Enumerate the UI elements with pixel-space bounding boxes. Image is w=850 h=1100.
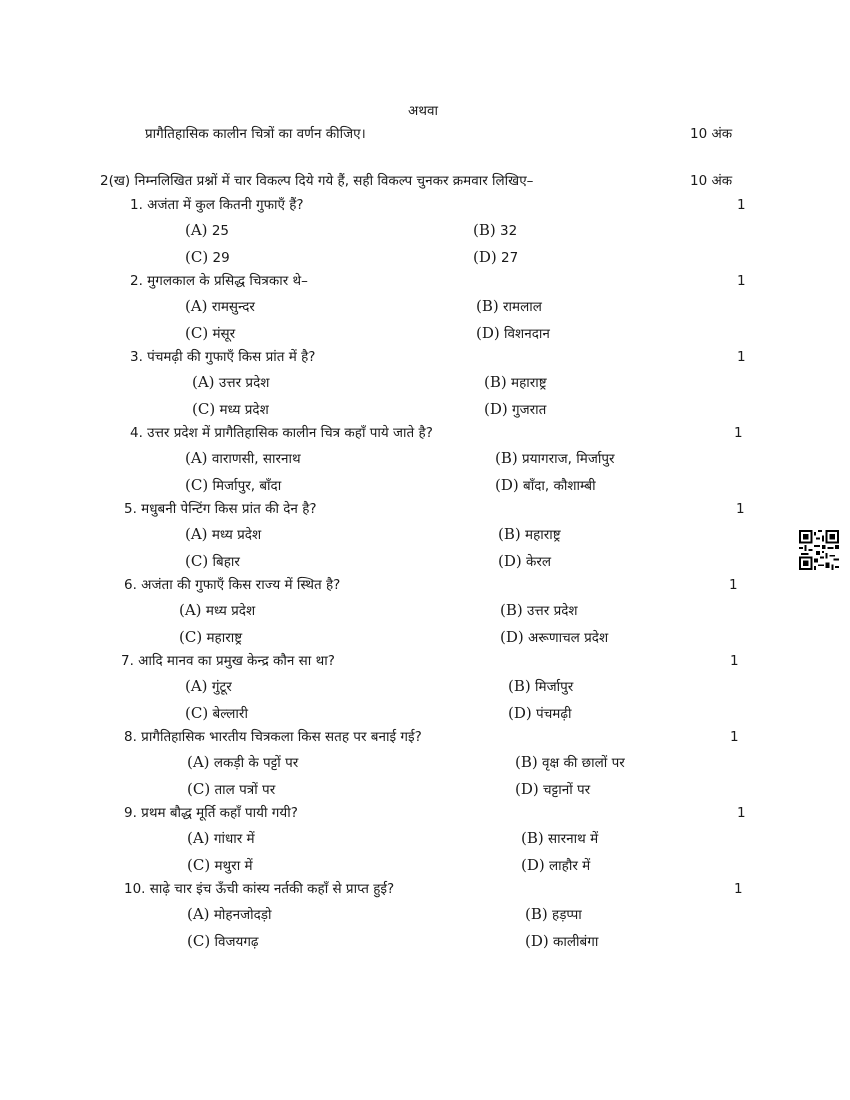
option-text: मिर्जापुर xyxy=(535,679,574,695)
option-d xyxy=(495,476,596,495)
option-text: 25 xyxy=(211,223,230,239)
option-text: ताल पत्रों पर xyxy=(214,782,276,798)
option-text: अरूणाचल प्रदेश xyxy=(528,630,609,646)
option-label: (B) xyxy=(495,449,518,467)
option-text: कालीबंगा xyxy=(553,934,599,950)
option-label: (B) xyxy=(484,373,507,391)
option-a xyxy=(185,677,232,696)
option-label: (A) xyxy=(185,449,208,467)
question-text: 5. मधुबनी पेन्टिंग किस प्रांत की देन है? xyxy=(124,501,317,517)
question-marks: 1 xyxy=(730,729,739,745)
option-label: (C) xyxy=(185,248,209,266)
option-text: बेल्लारी xyxy=(212,706,248,722)
option-text: रामसुन्दर xyxy=(211,299,255,315)
option-b xyxy=(484,373,547,392)
option-b xyxy=(525,905,582,924)
option-label: (D) xyxy=(476,324,500,342)
option-label: (C) xyxy=(185,324,209,342)
option-label: (D) xyxy=(525,932,549,950)
option-text: वृक्ष की छालों पर xyxy=(542,755,625,771)
option-label: (A) xyxy=(179,601,202,619)
option-text: महाराष्ट्र xyxy=(511,375,547,391)
question-marks: 1 xyxy=(730,653,739,669)
section-instruction: 2(ख) निम्नलिखित प्रश्नों में चार विकल्प दिये गये हैं, सही विकल्प चुनकर क्रमवार लिखिए– xyxy=(100,173,534,189)
option-label: (C) xyxy=(192,400,216,418)
question-marks: 1 xyxy=(737,273,746,289)
option-label: (D) xyxy=(484,400,508,418)
option-text: सारनाथ में xyxy=(548,831,599,847)
question-marks: 1 xyxy=(737,805,746,821)
option-label: (B) xyxy=(508,677,531,695)
option-label: (A) xyxy=(185,525,208,543)
question-text: 3. पंचमढ़ी की गुफाएँ किस प्रांत में है? xyxy=(130,349,316,365)
option-label: (B) xyxy=(521,829,544,847)
option-label: (C) xyxy=(185,704,209,722)
question-marks: 1 xyxy=(737,197,746,213)
option-a xyxy=(185,449,301,468)
option-label: (A) xyxy=(187,829,210,847)
alternate-question: प्रागैतिहासिक कालीन चित्रों का वर्णन कीजिए। xyxy=(145,126,366,142)
option-label: (B) xyxy=(498,525,521,543)
question-marks: 1 xyxy=(736,501,745,517)
option-text: प्रयागराज, मिर्जापुर xyxy=(522,451,615,467)
option-c xyxy=(187,780,275,799)
option-text: वाराणसी, सारनाथ xyxy=(211,451,301,467)
option-text: हड़प्पा xyxy=(552,907,582,923)
option-d xyxy=(498,552,551,571)
option-label: (B) xyxy=(515,753,538,771)
option-label: (D) xyxy=(495,476,519,494)
option-d xyxy=(521,856,590,875)
option-text: मध्य प्रदेश xyxy=(219,402,269,418)
option-c xyxy=(185,324,235,343)
option-text: लकड़ी के पट्टों पर xyxy=(213,755,299,771)
option-d xyxy=(484,400,546,419)
option-d xyxy=(525,932,598,951)
option-b xyxy=(508,677,573,696)
option-text: विशनदान xyxy=(504,326,550,342)
option-d xyxy=(473,248,518,267)
option-text: 32 xyxy=(500,223,518,239)
question-text: 4. उत्तर प्रदेश में प्रागैतिहासिक कालीन चित्र कहाँ पाये जाते है? xyxy=(130,425,433,441)
option-text: मोहनजोदड़ो xyxy=(213,907,272,923)
option-label: (C) xyxy=(185,476,209,494)
question-text: 10. साढ़े चार इंच ऊँची कांस्य नर्तकी कहाँ से प्राप्त हुई? xyxy=(124,881,395,897)
option-label: (A) xyxy=(185,677,208,695)
option-text: 29 xyxy=(212,250,230,266)
option-text: गुजरात xyxy=(512,402,547,418)
option-label: (A) xyxy=(187,905,210,923)
question-marks: 1 xyxy=(734,425,743,441)
option-d xyxy=(476,324,550,343)
option-b xyxy=(515,753,625,772)
option-text: 27 xyxy=(501,250,519,266)
question-text: 8. प्रागैतिहासिक भारतीय चित्रकला किस सतह पर बनाई गई? xyxy=(124,729,422,745)
option-text: उत्तर प्रदेश xyxy=(218,375,270,391)
option-text: महाराष्ट्र xyxy=(206,630,243,646)
option-text: चट्टानों पर xyxy=(543,782,591,798)
option-text: गांधार में xyxy=(213,831,255,847)
option-text: मध्य प्रदेश xyxy=(205,603,256,619)
option-a xyxy=(187,905,271,924)
option-b xyxy=(495,449,615,468)
option-a xyxy=(185,525,261,544)
option-text: महाराष्ट्र xyxy=(525,527,561,543)
or-heading: अथवा xyxy=(408,103,438,119)
option-d xyxy=(515,780,590,799)
option-text: बिहार xyxy=(212,554,240,570)
option-text: बाँदा, कौशाम्बी xyxy=(523,478,596,494)
question-marks: 1 xyxy=(737,349,746,365)
option-b xyxy=(500,601,578,620)
option-label: (A) xyxy=(192,373,215,391)
question-text: 1. अजंता में कुल कितनी गुफाएँ हैं? xyxy=(130,197,304,213)
option-c xyxy=(187,856,253,875)
option-text: विजयगढ़ xyxy=(214,934,259,950)
option-label: (D) xyxy=(500,628,524,646)
option-b xyxy=(521,829,598,848)
question-text: 9. प्रथम बौद्ध मूर्ति कहाँ पायी गयी? xyxy=(124,805,298,821)
option-label: (C) xyxy=(187,856,211,874)
option-text: रामलाल xyxy=(503,299,542,315)
option-label: (D) xyxy=(508,704,532,722)
option-b xyxy=(476,297,542,316)
option-label: (D) xyxy=(515,780,539,798)
option-a xyxy=(192,373,269,392)
option-label: (B) xyxy=(525,905,548,923)
option-label: (B) xyxy=(473,221,496,239)
option-c xyxy=(192,400,269,419)
option-d xyxy=(500,628,608,647)
option-label: (C) xyxy=(187,932,211,950)
option-text: उत्तर प्रदेश xyxy=(527,603,578,619)
question-text: 6. अजंता की गुफाएँ किस राज्य में स्थित है? xyxy=(124,577,341,593)
option-c xyxy=(187,932,259,951)
alternate-question-marks: 10 अंक xyxy=(690,126,733,142)
qr-code-icon xyxy=(799,530,839,570)
option-a xyxy=(187,829,255,848)
option-text: मथुरा में xyxy=(214,858,253,874)
option-c xyxy=(185,476,281,495)
option-label: (A) xyxy=(187,753,210,771)
option-b xyxy=(498,525,561,544)
option-text: मंसूर xyxy=(212,326,236,342)
option-label: (B) xyxy=(500,601,523,619)
option-a xyxy=(185,297,255,316)
section-marks: 10 अंक xyxy=(690,173,733,189)
option-text: गुंटूर xyxy=(211,679,232,695)
option-c xyxy=(185,552,240,571)
option-c xyxy=(179,628,242,647)
option-d xyxy=(508,704,571,723)
question-marks: 1 xyxy=(734,881,743,897)
option-label: (A) xyxy=(185,297,208,315)
option-label: (D) xyxy=(521,856,545,874)
option-label: (C) xyxy=(185,552,209,570)
option-c xyxy=(185,704,248,723)
option-label: (C) xyxy=(187,780,211,798)
option-c xyxy=(185,248,230,267)
question-text: 7. आदि मानव का प्रमुख केन्द्र कौन सा था? xyxy=(121,653,335,669)
option-a xyxy=(185,221,229,240)
option-a xyxy=(179,601,255,620)
option-text: मिर्जापुर, बाँदा xyxy=(212,478,282,494)
option-text: केरल xyxy=(526,554,552,570)
option-text: लाहौर में xyxy=(549,858,591,874)
option-b xyxy=(473,221,517,240)
option-label: (C) xyxy=(179,628,203,646)
question-text: 2. मुगलकाल के प्रसिद्ध चित्रकार थे– xyxy=(130,273,308,289)
option-text: मध्य प्रदेश xyxy=(211,527,262,543)
option-label: (D) xyxy=(473,248,497,266)
option-a xyxy=(187,753,298,772)
question-marks: 1 xyxy=(729,577,738,593)
option-label: (D) xyxy=(498,552,522,570)
option-text: पंचमढ़ी xyxy=(536,706,572,722)
option-label: (A) xyxy=(185,221,208,239)
option-label: (B) xyxy=(476,297,499,315)
